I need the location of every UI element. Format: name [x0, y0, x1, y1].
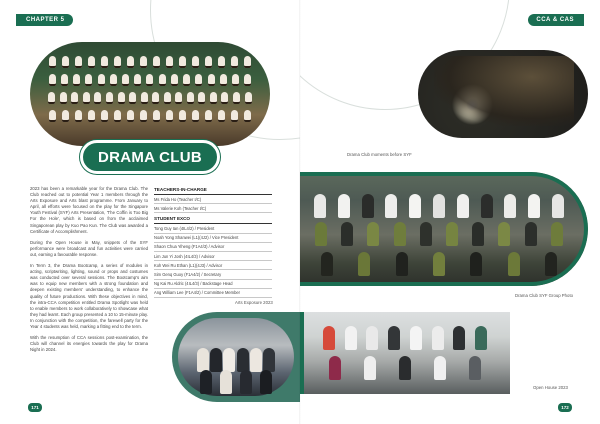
photo-people [300, 356, 510, 380]
photo-people [178, 348, 294, 372]
page-number: 172 [558, 403, 572, 412]
section-tag: CCA & CAS [528, 14, 584, 26]
roster-item: Shaon Chua Yiheng (F1A4/3) / Advisor [154, 243, 272, 252]
arts-exposure-caption: Arts Exposure 2023 [232, 299, 276, 306]
arts-exposure-image [178, 318, 294, 396]
roster-item: Ms Valerie Koh (Teacher I/C) [154, 204, 272, 213]
photo-row [46, 110, 254, 124]
syf-group-photo [300, 172, 588, 286]
body-paragraph: With the resumption of CCA sessions post-examination, the Club will channel its energies towards the play for Drama Night in 2024. [30, 335, 148, 353]
chapter-tag: CHAPTER 5 [16, 14, 73, 26]
photo-people [178, 370, 294, 394]
photo-row [46, 56, 254, 70]
syf-group-caption: Drama Club SYF Group Photo [512, 292, 576, 299]
body-paragraph: During the Open House in May, snippets of the SYF performance were broadcast and fun activities were carried out, earning a favourable response. [30, 239, 148, 257]
photo-frame [300, 172, 588, 286]
moments-caption: Drama Club moments before SYF [344, 151, 415, 158]
open-house-photo [300, 312, 510, 394]
roster-item: Koh Wei Ru Ethan (L1)(4J3) / Advisor [154, 261, 272, 270]
photo-people [300, 326, 510, 350]
drama-club-group-photo [30, 42, 270, 146]
body-paragraph: In Term 3, the Drama Bootcamp, a series of modules in acting, scriptwriting, lighting, sound or props and costumes was conducted over several sessions. The Bootcamp's aim was to equip new members with a strong foundation and deepen existing members' understanding, to enhance the quality of future productions. With these objectives in mind, the intra-CCA competition entitled Drama Spotlight was held to enable members to work collaboratively to showcase what they had learnt. Each group presented a 10 to 15-minute play. In conjunction with the competition, the farewell party for the Year 4 students was held, marking a fitting end to the term. [30, 263, 148, 329]
roster-item: Lim Jun Yi Josh (4IL4/3) / Advisor [154, 252, 272, 261]
photo-crowd [434, 56, 574, 126]
roster-item: Tong Guy Ian (4IL4/2) / President [154, 224, 272, 233]
roster-item: Ang William Lee (F1A4/2) / Committee Member [154, 289, 272, 298]
spread-gutter [299, 0, 301, 424]
photo-row [46, 92, 254, 106]
roster-item: Ng Kai Ru Aldric (4IL4/3) / Backstage Head [154, 280, 272, 289]
roster-item: Noah Yong Shanwei (L1)(4J2) / Vice President [154, 234, 272, 243]
right-page [300, 0, 600, 424]
exco-heading: STUDENT EXCO [154, 215, 272, 224]
roster-item: Ms Frida Ho (Teacher I/C) [154, 195, 272, 204]
drama-moments-photo [418, 50, 588, 138]
teachers-heading: TEACHERS-IN-CHARGE [154, 186, 272, 195]
arts-exposure-photo [172, 312, 300, 402]
page-number: 171 [28, 403, 42, 412]
roster-table [154, 186, 272, 298]
open-house-caption: Open House 2023 [530, 384, 571, 391]
photo-row [46, 74, 254, 88]
body-paragraph: 2023 has been a remarkable year for the Drama Club. The Club reached out to potential Year 1 members through the Arts Exposure and Arts blast programme. From January to April, all efforts were focused on the play for the Singapore Youth Festival (SYF) Arts Presentation, 'The Coffin is Too Big For the Hole', which is based on from the acclaimed Singaporean play by Kuo Pao Kun. The Club was awarded a Certificate of Accomplishment. [30, 186, 148, 234]
roster-item: Sim Genq Guoy (F1A4/2) / Secretary [154, 270, 272, 279]
article-body [30, 186, 148, 358]
page-title: DRAMA CLUB [80, 140, 220, 174]
